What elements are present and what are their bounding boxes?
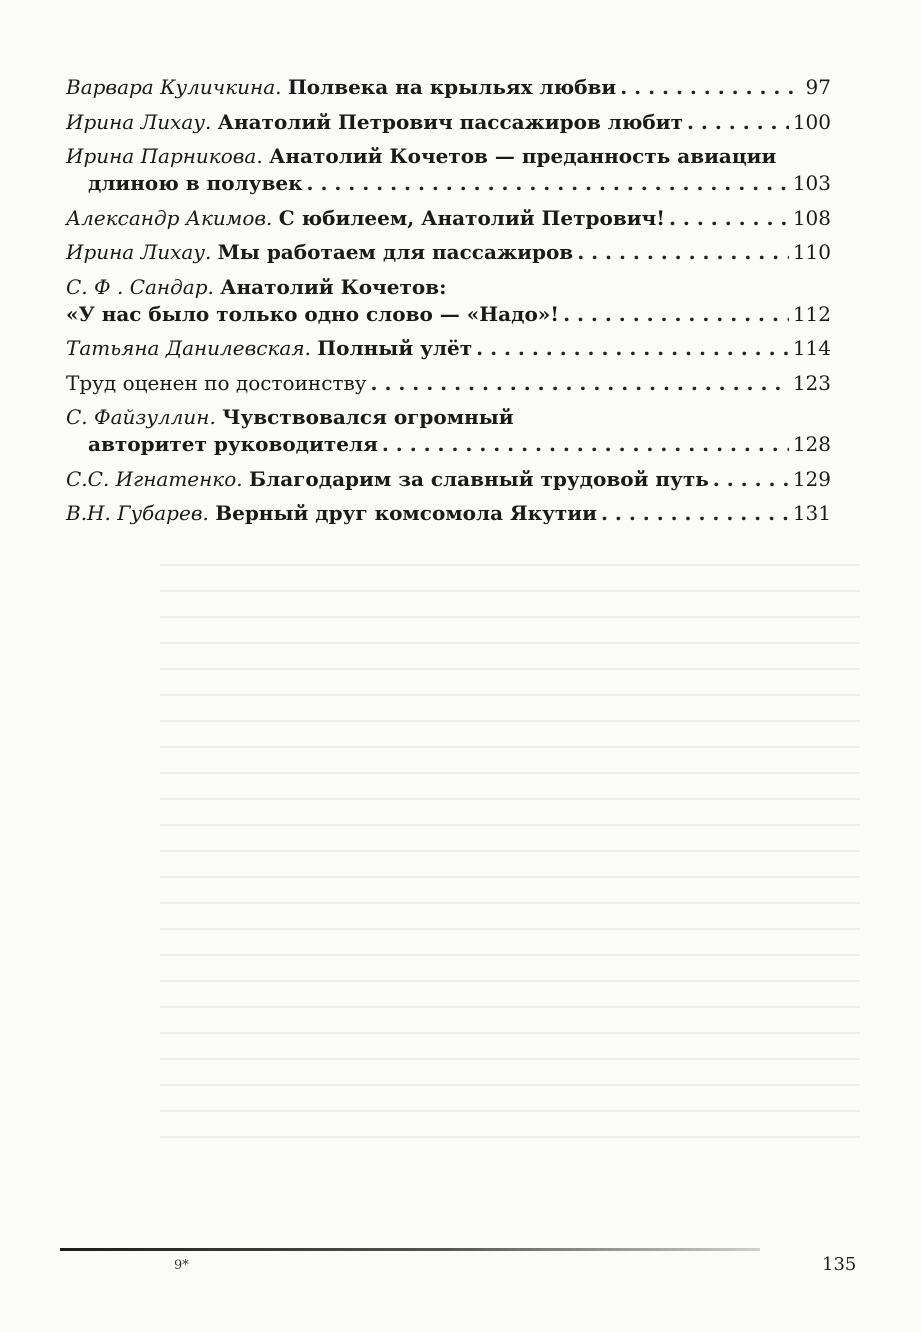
toc-author: Ирина Лихау.	[66, 240, 212, 264]
toc-author: Ирина Лихау.	[66, 109, 212, 134]
toc-title: Полвека на крыльях любви	[287, 75, 617, 99]
toc-title: С юбилеем, Анатолий Петрович!	[278, 205, 665, 230]
toc-leader-dots	[371, 370, 789, 397]
toc-entry	[66, 370, 831, 397]
toc-title: Труд оценен по достоинству	[66, 370, 367, 395]
signature-mark: 9*	[174, 1258, 189, 1273]
toc-entry	[66, 500, 831, 527]
toc-title: Благодарим за славный трудовой путь	[249, 466, 709, 491]
footer-rule	[60, 1248, 760, 1251]
toc-leader-dots	[687, 109, 789, 136]
toc-leader-dots	[307, 170, 789, 197]
toc-entry	[66, 205, 831, 232]
toc-author: Ирина Парникова.	[66, 144, 263, 168]
toc-entry	[66, 74, 831, 101]
toc-leader-dots	[563, 301, 789, 328]
toc-page-number: 131	[792, 501, 831, 525]
toc-entry	[66, 404, 831, 458]
toc-title: Полный улёт	[317, 336, 473, 360]
toc-page-number: 114	[792, 336, 831, 360]
toc-entry	[66, 143, 831, 197]
toc-page-number: 108	[792, 205, 831, 230]
toc-entry	[66, 335, 831, 362]
toc-leader-dots	[577, 239, 789, 266]
toc-leader-dots	[476, 335, 789, 362]
toc-page-number: 110	[792, 240, 831, 264]
page-number: 135	[822, 1254, 857, 1275]
toc-author: Татьяна Данилевская.	[66, 336, 311, 360]
toc-leader-dots	[713, 466, 789, 493]
toc-entry	[66, 466, 831, 493]
toc-entry	[66, 109, 831, 136]
toc-page-number: 97	[805, 75, 831, 99]
toc-author: С. Файзуллин.	[66, 405, 216, 429]
toc-page-number: 112	[792, 301, 831, 326]
toc-page-number: 128	[792, 432, 831, 456]
toc-author: Варвара Куличкина.	[66, 75, 282, 99]
toc-title: Анатолий Кочетов — преданность авиации	[269, 144, 777, 168]
show-through-background	[160, 540, 860, 1140]
toc-page-number: 129	[792, 466, 831, 491]
toc-entry	[66, 239, 831, 266]
toc-page-number: 123	[792, 370, 831, 395]
toc-leader-dots	[601, 500, 789, 527]
toc-page-number: 100	[792, 109, 831, 134]
toc-title: Анатолий Кочетов:	[220, 274, 447, 299]
toc-author: С. Ф . Сандар.	[66, 274, 214, 299]
toc-title-continuation: длиною в полувек	[88, 171, 303, 195]
toc-entry	[66, 274, 831, 328]
toc-author: С.С. Игнатенко.	[66, 466, 243, 491]
toc-title: Чувствовался огромный	[222, 405, 514, 429]
toc-page-number: 103	[792, 171, 831, 195]
toc-title: Анатолий Петрович пассажиров любит	[217, 109, 683, 134]
toc-title: Верный друг комсомола Якутии	[215, 501, 597, 525]
toc-author: В.Н. Губарев.	[66, 501, 209, 525]
toc-title-continuation: «У нас было только одно слово — «Надо»!	[66, 301, 560, 326]
toc-author: Александр Акимов.	[66, 205, 273, 230]
toc-leader-dots	[382, 431, 789, 458]
toc-title: Мы работаем для пассажиров	[217, 240, 574, 264]
toc-title-continuation: авторитет руководителя	[88, 432, 378, 456]
toc-leader-dots	[669, 205, 789, 232]
toc-leader-dots	[620, 74, 801, 101]
table-of-contents	[66, 74, 831, 535]
